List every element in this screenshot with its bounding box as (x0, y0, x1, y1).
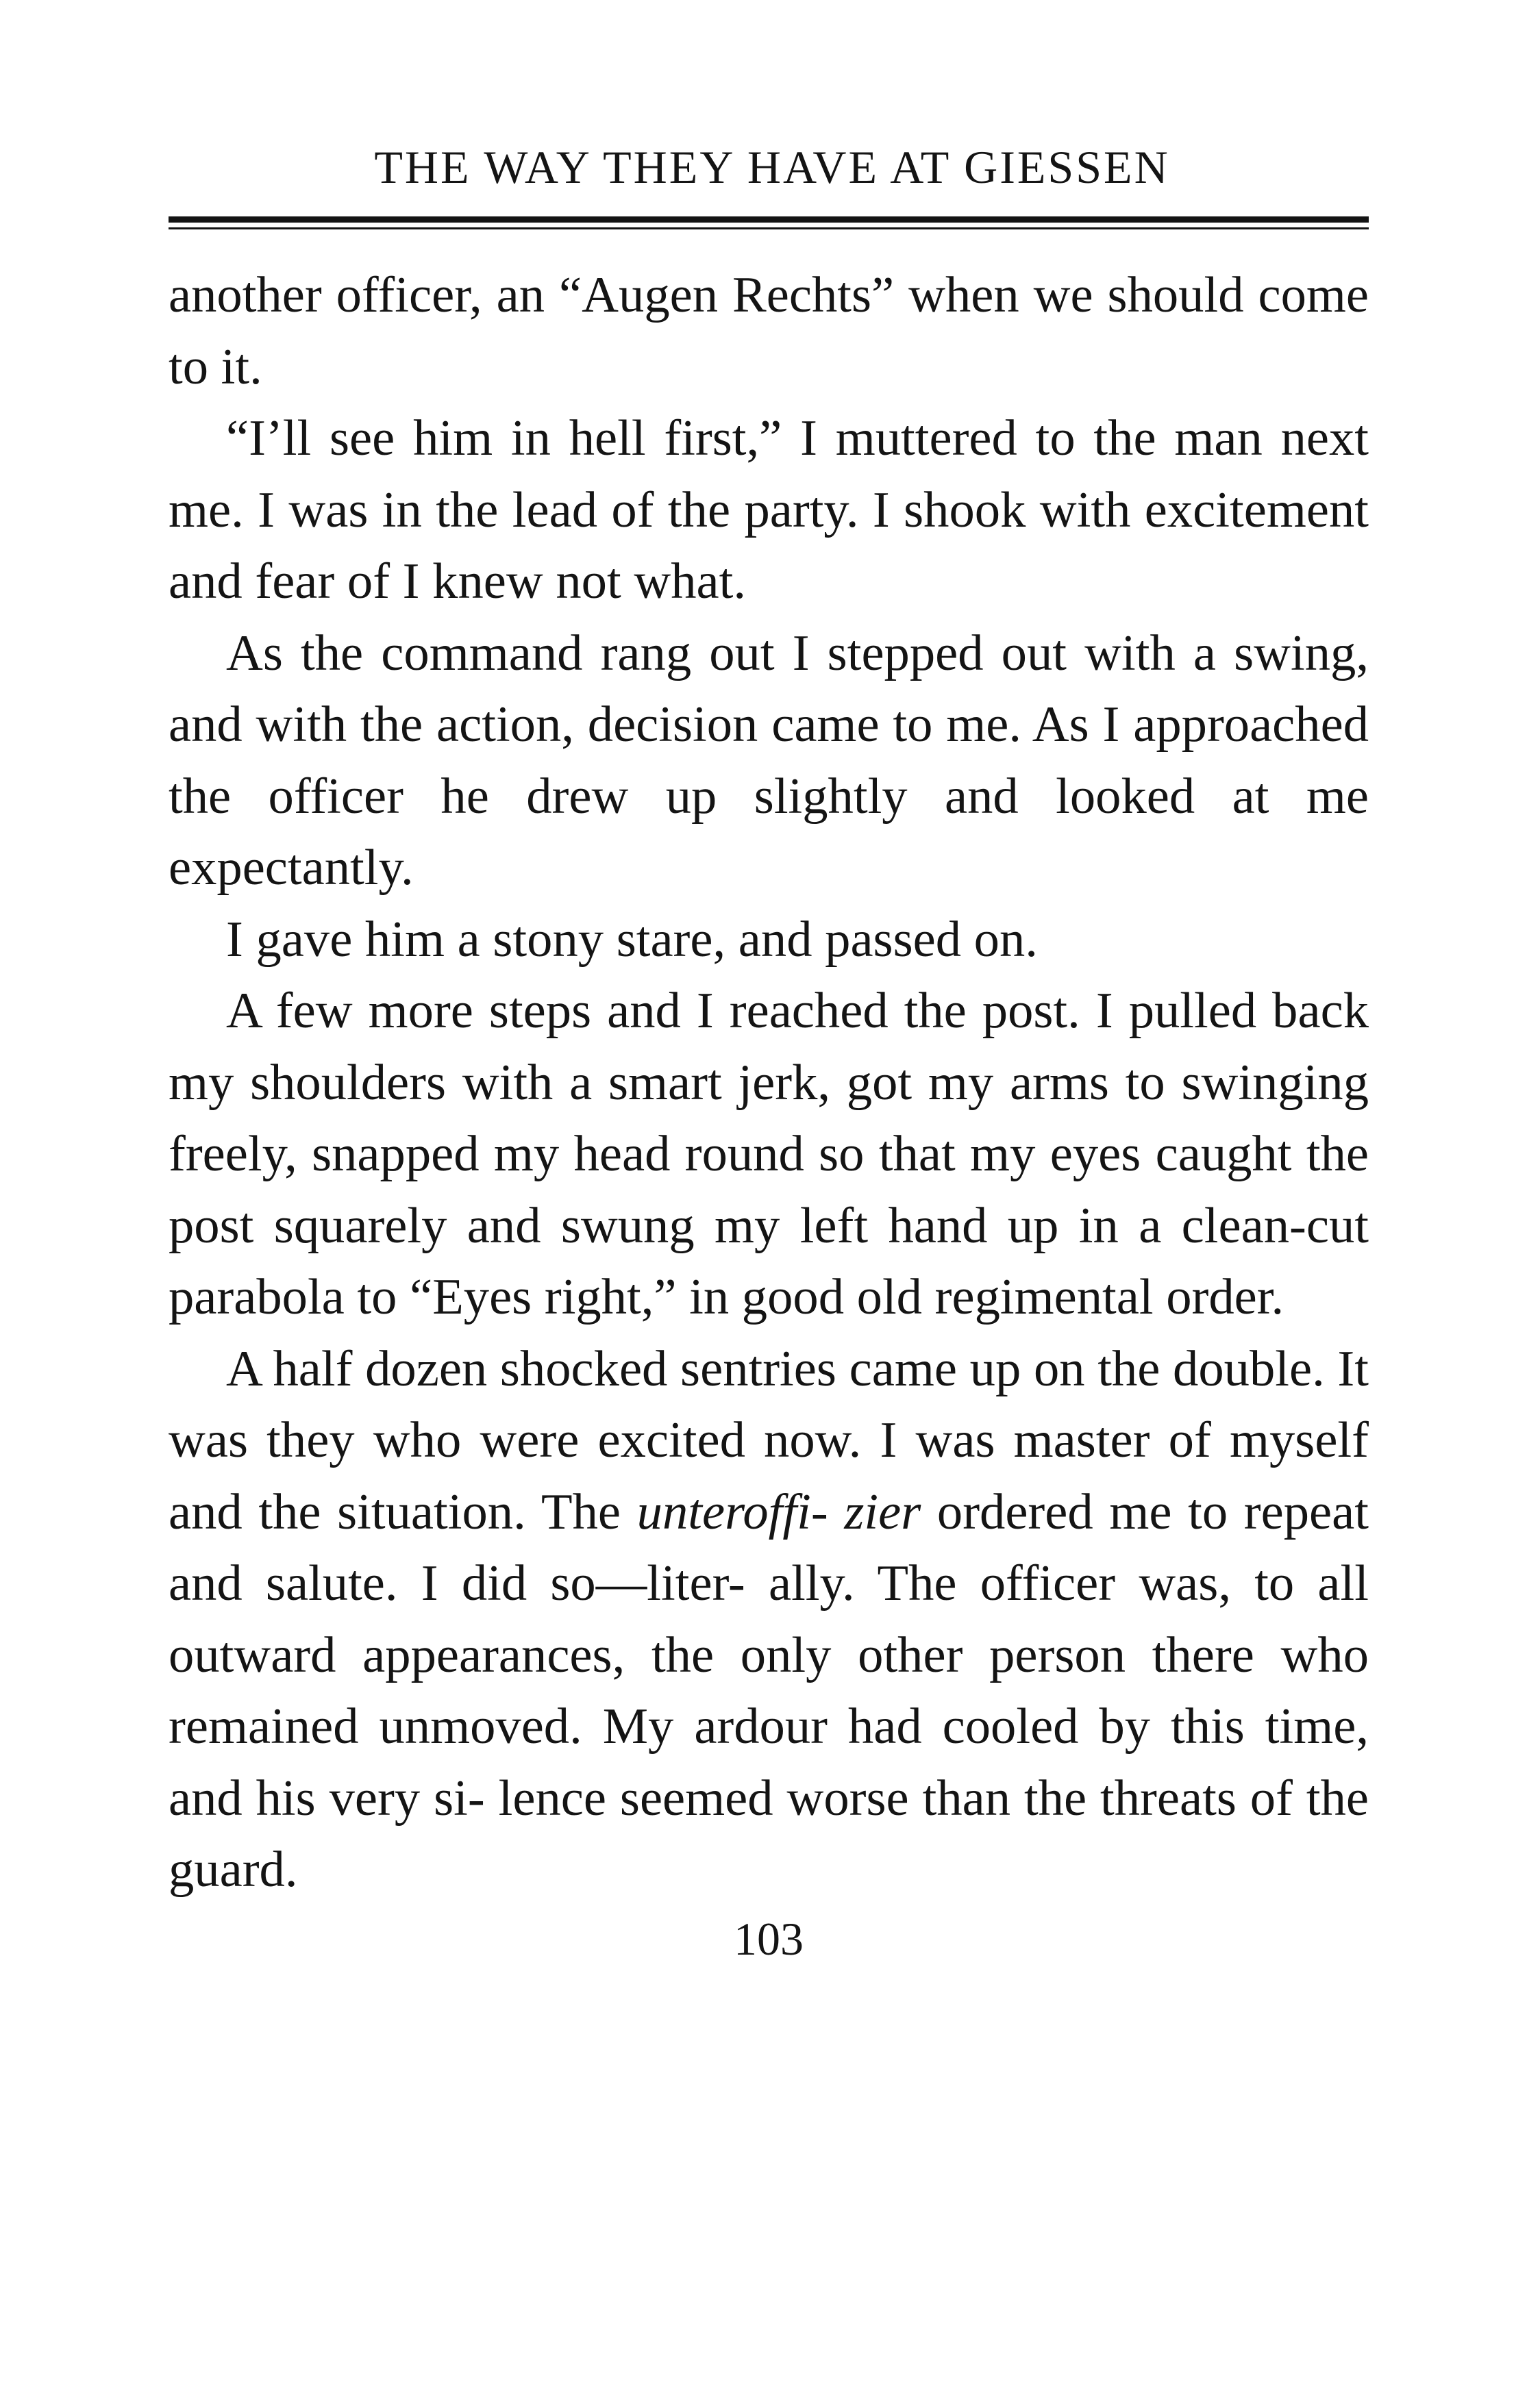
running-title: THE WAY THEY HAVE AT GIESSEN (374, 141, 1170, 193)
paragraph-1: another officer, an “Augen Rechts” when we should come to it. (169, 267, 1369, 395)
paragraph-4: I gave him a stony stare, and passed on. (226, 911, 1038, 968)
page-number: 103 (734, 1912, 804, 1965)
italic-term: unteroffi- zier (636, 1483, 921, 1540)
paragraph-2: “I’ll see him in hell first,” I muttered to the man next me. I was in the lead of the party. I shook with excitement and fear of I knew not what. (169, 410, 1369, 610)
paragraph-6 (169, 1333, 1369, 1906)
book-page (169, 141, 1369, 1965)
paragraph-5: A few more steps and I reached the post. I pulled back my shoulders with a smart jerk, got my arms to swinging freely, snapped my head round so that my eyes caught the post squarely and swung my left hand up in a clean-cut parabola to “Eyes right,” in good old regimental order. (169, 983, 1369, 1325)
paragraph-6-start: A half dozen shocked sentries came up on the double. It was they who were excited now. I was master of myself and the situation. The (169, 1340, 1369, 1540)
paragraph-6-end: ordered me to repeat and salute. I did so—liter- ally. The officer was, to all outward appearances, the only other person there who remained unmoved. My ardour had cooled by this time, and his very si- lence seemed worse than the threats of the guard. (169, 1483, 1369, 1898)
body-text (169, 260, 1369, 1906)
header-rule-thin (169, 227, 1369, 229)
paragraph-3: As the command rang out I stepped out with a swing, and with the action, decision came to me. As I approached the officer he drew up slightly and looked at me expectantly. (169, 625, 1369, 896)
header-rule-thick (169, 216, 1369, 223)
